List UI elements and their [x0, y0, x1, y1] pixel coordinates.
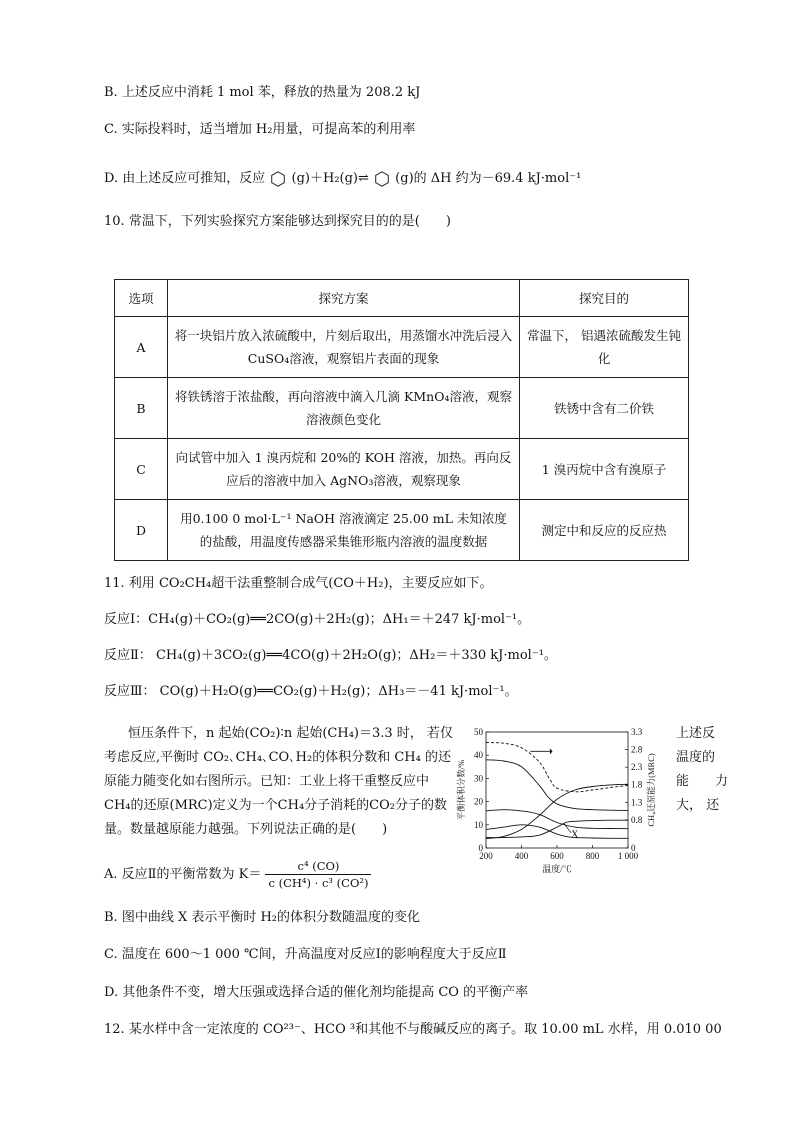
series-line	[486, 743, 628, 792]
row-goal: 常温下， 铝遇浓硫酸发生钝化	[520, 317, 689, 378]
q9-option-d-mid: (g)＋H₂(g)⇌	[291, 171, 369, 186]
table-row	[115, 317, 689, 378]
q11-right-line-3: 能 力	[676, 774, 729, 789]
x-curve-annotation: X	[571, 829, 579, 841]
x-axis-label: 温度/℃	[542, 864, 572, 874]
y2-tick-label: 1.3	[631, 797, 643, 808]
y2-tick-label: 0	[631, 843, 636, 853]
y-tick-label: 0	[478, 843, 483, 853]
header-goal: 探究目的	[520, 280, 689, 317]
q9-option-d-prefix: D. 由上述反应可推知，反应	[104, 171, 266, 186]
q11-right-line-4: 大， 还	[676, 798, 720, 813]
header-option: 选项	[115, 280, 168, 317]
row-goal: 1 溴丙烷中含有溴原子	[520, 439, 689, 500]
y2-tick-label: 1.8	[631, 779, 643, 790]
q9-option-c: C. 实际投料时，适当增加 H₂用量，可提高苯的利用率	[104, 122, 416, 137]
row-option: A	[115, 317, 168, 378]
table-row	[115, 500, 689, 561]
plot-frame	[486, 732, 628, 848]
y2-tick-label: 0.8	[631, 814, 643, 825]
q9-option-d-suffix: (g)的 ΔH 约为－69.4 kJ·mol⁻¹	[395, 171, 582, 186]
q11-option-d: D. 其他条件不变，增大压强或选择合适的催化剂均能提高 CO 的平衡产率	[104, 985, 529, 1000]
row-plan: 将一块铝片放入浓硫酸中，片刻后取出，用蒸馏水冲洗后浸入 CuSO₄溶液，观察铝片表面的现象	[168, 317, 520, 378]
q11-option-a-prefix: A. 反应Ⅱ的平衡常数为 K＝	[104, 867, 262, 882]
header-plan: 探究方案	[168, 280, 520, 317]
equilibrium-constant-fraction	[265, 858, 371, 891]
x-tick-label: 1 000	[617, 851, 639, 861]
y-tick-label: 20	[474, 796, 483, 807]
row-plan: 将铁锈溶于浓盐酸，再向溶液中滴入几滴 KMnO₄溶液，观察溶液颜色变化	[168, 378, 520, 439]
cyclohexadiene-icon	[269, 170, 287, 188]
y-tick-label: 10	[474, 819, 483, 830]
y2-tick-label: 2.8	[631, 744, 643, 755]
y2-tick-label: 2.3	[631, 762, 643, 773]
fraction-denominator: c (CH⁴) · c³ (CO²)	[268, 876, 369, 890]
cyclohexene-icon	[373, 170, 391, 188]
q12-stem: 12. 某水样中含一定浓度的 CO²³⁻、HCO ³和其他不与酸碱反应的离子。取 10.00 mL 水样，用 0.010 00	[104, 1022, 722, 1037]
q11-right-line-1: 上述反	[676, 726, 716, 741]
x-tick-label: 600	[550, 851, 564, 861]
row-option: C	[115, 439, 168, 500]
table-row	[115, 378, 689, 439]
q11-reaction-3: 反应Ⅲ： CO(g)＋H₂O(g)══CO₂(g)＋H₂(g)；ΔH₃＝－41 kJ·mol⁻¹。	[104, 684, 518, 699]
q10-table	[114, 279, 689, 561]
row-goal: 测定中和反应的反应热	[520, 500, 689, 561]
q11-option-a	[104, 858, 371, 891]
x-tick-label: 800	[585, 851, 600, 861]
y2-tick-label: 3.3	[631, 727, 643, 737]
table-row	[115, 439, 689, 500]
q11-right-line-2: 温度的	[676, 750, 716, 765]
q10-table-header	[115, 280, 689, 317]
q11-option-c: C. 温度在 600～1 000 ℃间，升高温度对反应Ⅰ的影响程度大于反应Ⅱ	[104, 947, 507, 962]
q11-reaction-2: 反应Ⅱ： CH₄(g)＋3CO₂(g)══4CO(g)＋2H₂O(g)；ΔH₂＝＋330 kJ·mol⁻¹。	[104, 648, 557, 663]
x-annotation-pointer	[564, 824, 571, 833]
y-tick-label: 50	[474, 727, 483, 737]
row-plan: 向试管中加入 1 溴丙烷和 20%的 KOH 溶液，加热。再向反应后的溶液中加入 AgNO₃溶液，观察现象	[168, 439, 520, 500]
equilibrium-chart	[450, 720, 670, 880]
q9-option-b: B. 上述反应中消耗 1 mol 苯，释放的热量为 208.2 kJ	[104, 85, 421, 100]
row-goal: 铁锈中含有二价铁	[520, 378, 689, 439]
series-line	[486, 810, 628, 829]
y-axis-label: 平衡体积分数/%	[456, 759, 466, 821]
y2-axis-label: CH₄还原能力(MRC)	[646, 753, 656, 827]
q11-option-b: B. 图中曲线 X 表示平衡时 H₂的体积分数随温度的变化	[104, 910, 421, 925]
q11-paragraph-text: 恒压条件下，n 起始(CO₂)∶n 起始(CH₄)＝3.3 时， 若仅考虑反应,平衡时 CO₂､CH₄､CO､H₂的体积分数和 CH₄ 的还原能力随变化如右图所示。已知：工业上将干重整反应中 CH₄的还原(MRC)定义为一个CH₄分子消耗的CO₂分子的数量。数量越原能力越强。下列说法正确的是( )	[104, 726, 453, 837]
q9-option-d	[104, 167, 581, 188]
q11-reaction-1: 反应Ⅰ：CH₄(g)＋CO₂(g)══2CO(g)＋2H₂(g)；ΔH₁＝＋247 kJ·mol⁻¹。	[104, 612, 531, 627]
row-plan: 用0.100 0 mol·L⁻¹ NaOH 溶液滴定 25.00 mL 未知浓度的盐酸，用温度传感器采集锥形瓶内溶液的温度数据	[168, 500, 520, 561]
fraction-numerator: c⁴ (CO)	[265, 858, 371, 875]
mrc-arrowhead	[550, 748, 553, 754]
row-option: B	[115, 378, 168, 439]
q11-paragraph	[104, 722, 458, 842]
q11-right-text	[676, 722, 736, 818]
y-tick-label: 40	[474, 750, 483, 761]
q11-stem: 11. 利用 CO₂CH₄超干法重整制合成气(CO＋H₂)，主要反应如下。	[104, 576, 493, 591]
x-tick-label: 200	[479, 851, 493, 861]
y-tick-label: 30	[474, 773, 483, 784]
x-tick-label: 400	[514, 851, 529, 861]
series-line	[486, 784, 628, 839]
row-option: D	[115, 500, 168, 561]
q10-stem: 10. 常温下，下列实验探究方案能够达到探究目的的是( )	[104, 214, 451, 229]
